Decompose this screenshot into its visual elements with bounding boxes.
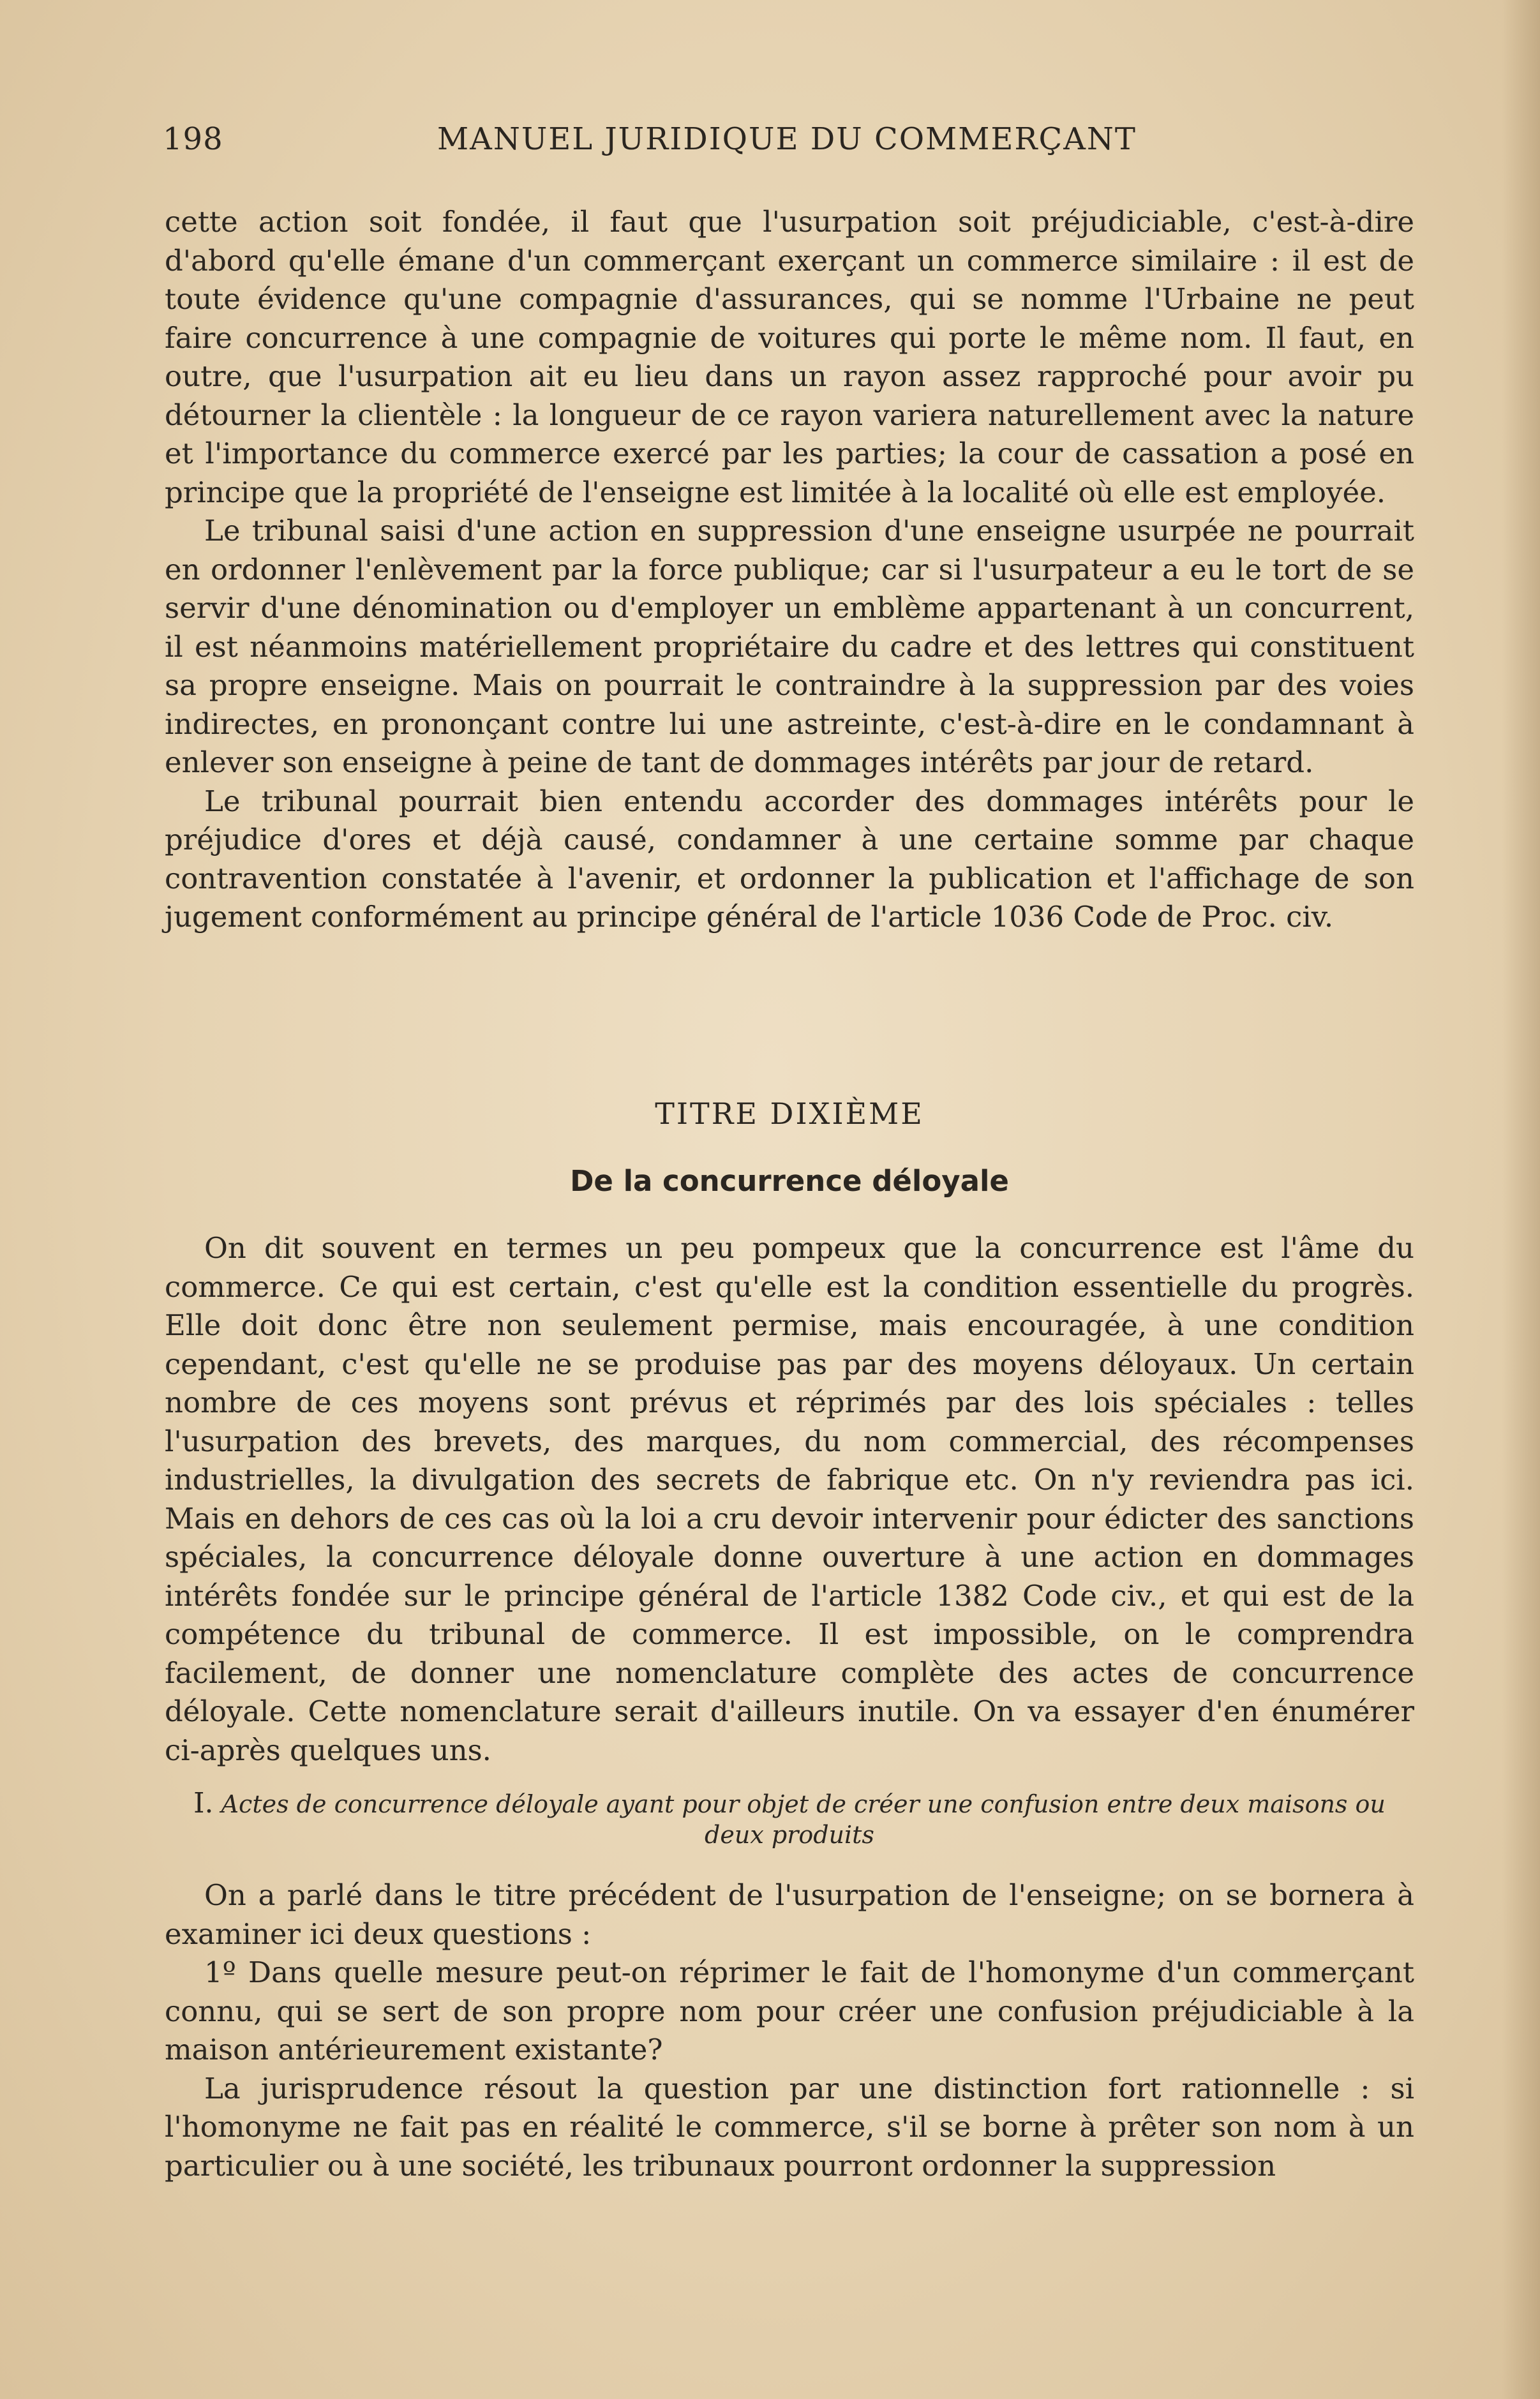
paragraph: On a parlé dans le titre précédent de l'usurpation de l'enseigne; on se bornera à examiner ici deux questions : — [165, 1878, 1414, 1951]
subsection-number: I. — [193, 1787, 214, 1820]
running-head: MANUEL JURIDIQUE DU COMMERÇANT — [437, 121, 1137, 157]
paragraph: La jurisprudence résout la question par une distinction fort rationnelle : si l'homonyme ne fait pas en réalité le commerce, s'il se borne à prêter son nom à un particulier ou à une société, les tribunaux pourront ordonner la suppression — [165, 2071, 1414, 2183]
text-block-enseigne — [165, 203, 1414, 937]
section-title: De la concurrence déloyale — [570, 1164, 1009, 1198]
page-number: 198 — [163, 121, 223, 157]
paragraph: Le tribunal saisi d'une action en suppression d'une enseigne usurpée ne pourrait en ordonner l'enlèvement par la force publique; car si l'usurpateur a eu le tort de se servir d'une dénomination ou d'employer un emblème appartenant à un concurrent, il est néanmoins matériellement propriétaire du cadre et des lettres qui constituent sa propre enseigne. Mais on pourrait le contraindre à la suppression par des voies indirectes, en prononçant contre lui une astreinte, c'est-à-dire en le condamnant à enlever son enseigne à peine de tant de dommages intérêts par jour de retard. — [165, 514, 1414, 779]
paragraph: cette action soit fondée, il faut que l'usurpation soit préjudiciable, c'est-à-dire d'abord qu'elle émane d'un commerçant exerçant un commerce similaire : il est de toute évidence qu'une compagnie d'assurances, qui se nomme l'Urbaine ne peut faire concurrence à une compagnie de voitures qui porte le même nom. Il faut, en outre, que l'usurpation ait eu lieu dans un rayon assez rapproché pour avoir pu détourner la clientèle : la longueur de ce rayon variera naturellement avec la nature et l'importance du commerce exercé par les parties; la cour de cassation a posé en principe que la propriété de l'enseigne est limitée à la localité où elle est employée. — [165, 205, 1414, 509]
paragraph: 1º Dans quelle mesure peut-on réprimer le fait de l'homonyme d'un commerçant connu, qui se sert de son propre nom pour créer une confusion préjudiciable à la maison antérieurement existante? — [165, 1955, 1414, 2066]
paragraph: Le tribunal pourrait bien entendu accorder des dommages intérêts pour le préjudice d'ores et déjà causé, condamner à une certaine somme par chaque contravention constatée à l'avenir, et ordonner la publication et l'affichage de son jugement conformément au principe général de l'article 1036 Code de Proc. civ. — [165, 784, 1414, 934]
page-edge-shadow — [1502, 0, 1540, 2399]
page-header — [163, 121, 1414, 166]
subsection-heading — [165, 1788, 1414, 1850]
part-heading: TITRE DIXIÈME — [655, 1096, 924, 1131]
text-block-homonyme — [165, 1876, 1414, 2185]
paragraph: On dit souvent en termes un peu pompeux que la concurrence est l'âme du commerce. Ce qui est certain, c'est qu'elle est la condition essentielle du progrès. Elle doit donc être non seulement permise, mais encouragée, à une condition cependant, c'est qu'elle ne se produise pas par des moyens déloyaux. Un certain nombre de ces moyens sont prévus et réprimés par des lois spéciales : telles l'usurpation des brevets, des marques, du nom commercial, des récompenses industrielles, la divulgation des secrets de fabrique etc. On n'y reviendra pas ici. Mais en dehors de ces cas où la loi a cru devoir intervenir pour édicter des sanctions spéciales, la concurrence déloyale donne ouverture à une action en dommages intérêts fondée sur le principe général de l'article 1382 Code civ., et qui est de la compétence du tribunal de commerce. Il est impossible, on le comprendra facilement, de donner une nomenclature complète des actes de concurrence déloyale. Cette nomenclature serait d'ailleurs inutile. On va essayer d'en énumérer ci-après quelques uns. — [165, 1231, 1414, 1767]
subsection-title: Actes de concurrence déloyale ayant pour objet de créer une confusion entre deux maisons ou deux produits — [221, 1790, 1386, 1849]
text-block-concurrence — [165, 1229, 1414, 1770]
